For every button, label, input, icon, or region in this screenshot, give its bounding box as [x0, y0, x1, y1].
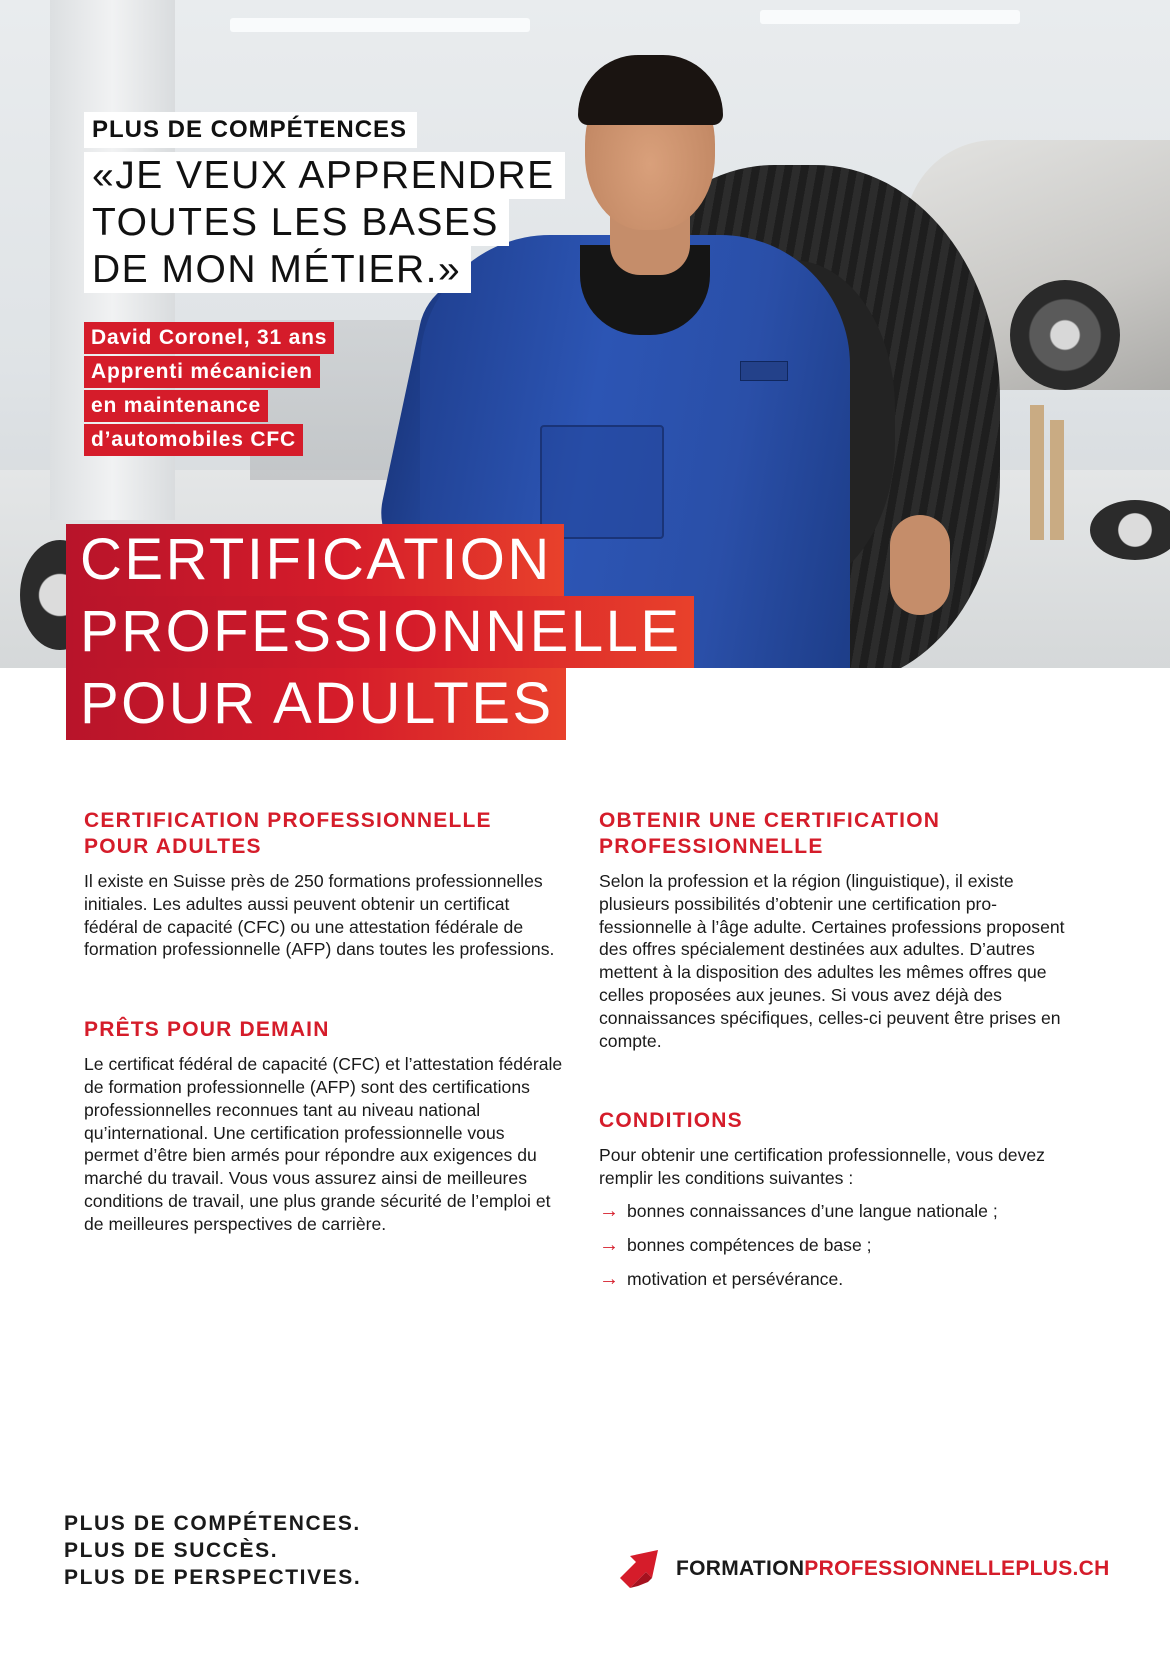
section-heading: CERTIFICATION PROFESSIONNELLE POUR ADULTES — [84, 809, 492, 858]
quote-line: «JE VEUX APPRENDRE — [84, 152, 565, 199]
section-heading: OBTENIR UNE CERTIFICATION PROFESSIONNELLE — [599, 809, 941, 858]
quote-line: TOUTES LES BASES — [84, 199, 509, 246]
section-obtenir-certification — [599, 808, 1079, 1052]
section-certification-adultes — [84, 808, 564, 961]
logo-text: FORMATIONPROFESSIONNELLEPLUS.CH — [676, 1557, 1110, 1580]
conditions-list — [599, 1200, 1079, 1290]
section-body: Pour obtenir une certification professionnelle, vous devez remplir les conditions suivantes : — [599, 1145, 1045, 1189]
section-body: Le certificat fédéral de capacité (CFC) et l’attestation fédérale de formation professionnelle (AFP) sont des certifications professionnelles reconnues tant au niveau national qu’international. Une certification professionnelle vous permet d’être bien armés pour répondre aux exigences du marché du travail. Vous vous assurez ainsi de meilleures conditions de travail, une plus grande sécurité de l’emploi et de meilleures perspectives de carrière. — [84, 1054, 563, 1234]
left-column — [84, 808, 564, 1236]
section-prets-pour-demain — [84, 1017, 564, 1235]
page-title-line: POUR ADULTES — [66, 668, 566, 740]
person-caption-line: Apprenti mécanicien — [84, 356, 320, 388]
person-caption-line: d’automobiles CFC — [84, 424, 303, 456]
person-caption-line: en maintenance — [84, 390, 268, 422]
wood-plank — [1030, 405, 1044, 540]
right-column — [599, 808, 1079, 1302]
ceiling-light — [230, 18, 530, 32]
section-heading: PRÊTS POUR DEMAIN — [84, 1018, 330, 1042]
list-item: → bonnes compétences de base ; — [599, 1233, 872, 1256]
logo-arrow-icon — [618, 1548, 666, 1590]
page-title-line: CERTIFICATION — [66, 524, 564, 596]
page-title-line: PROFESSIONNELLE — [66, 596, 694, 668]
section-body: Selon la profession et la région (linguistique), il existe plusieurs possibilités d’obtenir une certification professionnelle à l’âge adulte. Certaines professions proposent des offres spécialement destinées aux adultes. D’autres mettent à la disposition des adultes les mêmes offres que celles proposées aux jeunes. Si vous avez déjà des connaissances spécifiques, celles-ci peuvent être prises en compte. — [599, 871, 1065, 1051]
list-item: → motivation et persévérance. — [599, 1267, 844, 1290]
list-item: → bonnes connaissances d’une langue nationale ; — [599, 1199, 998, 1222]
floor-tire — [1090, 500, 1170, 560]
arrow-right-icon: → — [599, 1199, 619, 1222]
section-heading: CONDITIONS — [599, 1109, 743, 1133]
section-conditions — [599, 1108, 1079, 1290]
quote-line: DE MON MÉTIER.» — [84, 246, 471, 293]
right-hand — [890, 515, 950, 615]
hero-kicker: PLUS DE COMPÉTENCES — [84, 112, 417, 148]
section-body: Il existe en Suisse près de 250 formations professionnelles initiales. Les adultes aussi peuvent obtenir un certificat fédéral de capacité (CFC) ou une attestation fédérale de formation professionnelle (AFP) dans toutes les professions. — [84, 871, 555, 960]
arrow-right-icon: → — [599, 1233, 619, 1256]
person-caption-line: David Coronel, 31 ans — [84, 322, 334, 354]
arrow-right-icon: → — [599, 1267, 619, 1290]
brand-logo[interactable] — [618, 1548, 1110, 1590]
hair — [578, 55, 723, 125]
ceiling-light — [760, 10, 1020, 24]
footer-slogan: PLUS DE COMPÉTENCES. PLUS DE SUCCÈS. PLUS DE PERSPECTIVES. — [64, 1512, 362, 1589]
wood-plank — [1050, 420, 1064, 540]
car-wheel — [1010, 280, 1120, 390]
name-badge — [740, 361, 788, 381]
chest-pocket — [540, 425, 664, 539]
